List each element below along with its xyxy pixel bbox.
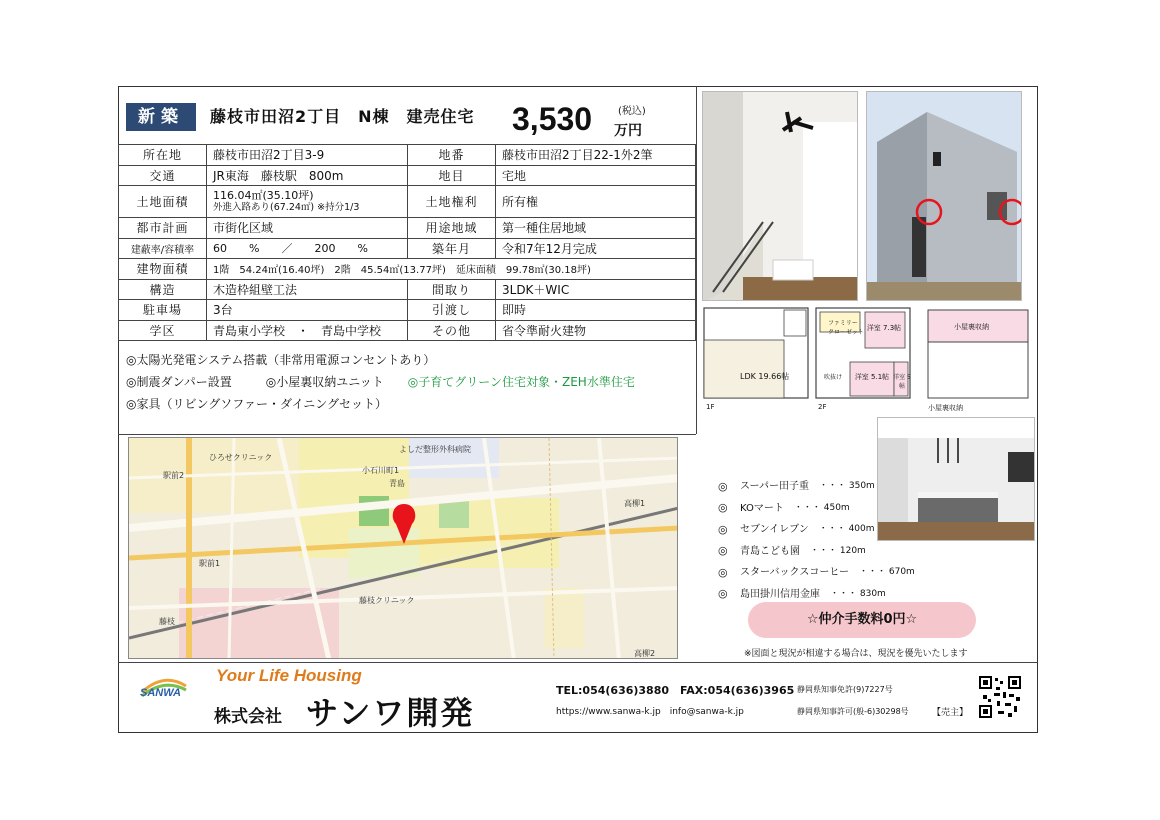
map-label-clinic: 藤枝クリニック [359, 596, 415, 605]
parking-value: 3台 [207, 300, 408, 321]
list-item [718, 476, 915, 498]
disclaimer-note: ※図面と現況が相違する場合は、現況を優先いたします [744, 649, 968, 659]
layout-value: 3LDK＋WIC [496, 279, 696, 300]
property-title: 藤枝市田沼2丁目 N棟 建売住宅 [210, 107, 475, 126]
tagline: Your Life Housing [216, 666, 362, 685]
feature-list [126, 349, 635, 415]
map-label-aoshima: 青島 [389, 479, 405, 488]
land-right-value: 所有権 [496, 186, 696, 218]
map-label-koishikawa: 小石川町1 [362, 466, 400, 475]
floor-area-value: 1階 54.24㎡(16.40坪) 2階 45.54㎡(13.77坪) 延床面積 99.78㎡(30.18坪) [207, 259, 696, 280]
bullet-icon: ◎ [718, 544, 728, 558]
contact-web[interactable]: https://www.sanwa-k.jp info@sanwa-k.jp [556, 707, 744, 717]
floor-area-label: 建物面積 [119, 259, 207, 280]
coverage-label: 建蔽率/容積率 [119, 238, 207, 259]
nearby-name: KOマート [740, 502, 784, 514]
list-item [718, 519, 915, 541]
handover-value: 即時 [496, 300, 696, 321]
main-divider [696, 86, 697, 434]
table-row [119, 259, 696, 280]
table-row [119, 186, 696, 218]
land-right-label: 土地権利 [408, 186, 496, 218]
coverage-value: 60 % ／ 200 % [207, 238, 408, 259]
bullet-icon: ◎ [718, 479, 728, 493]
map-graphic [129, 438, 678, 659]
feature-attic: ◎小屋裏収納ユニット [265, 375, 384, 389]
nearby-dist: ・・・ 450m [793, 502, 850, 513]
map-divider [118, 434, 696, 435]
license-builder: 静岡県知事許可(般-6)30298号 [797, 707, 909, 716]
handover-label: 引渡し [408, 300, 496, 321]
footer-divider [118, 662, 1038, 663]
map-label-takayanagi2: 高柳2 [634, 649, 656, 658]
other-value: 省令準耐火建物 [496, 320, 696, 341]
license-broker: 静岡県知事免許(9)7227号 [797, 685, 893, 694]
room2-label: 洋室 5.1帖 [854, 373, 890, 381]
new-badge: 新築 [126, 103, 196, 131]
fukinuke-label: 吹抜け [824, 374, 843, 381]
commission-free-banner: ☆仲介手数料0円☆ [748, 602, 976, 638]
land-category-value: 宅地 [496, 165, 696, 186]
built-label: 築年月 [408, 238, 496, 259]
nearby-list [718, 476, 915, 605]
interior-stairs-graphic [703, 92, 858, 301]
city-plan-value: 市街化区域 [207, 218, 408, 239]
room1-label: 洋室 7.3帖 [866, 324, 902, 332]
map-label-ekimae2: 駅前2 [163, 471, 185, 480]
family-closet-label: ファミリー クローゼット [828, 320, 864, 336]
traffic-value: JR東海 藤枝駅 800m [207, 165, 408, 186]
ldk-label: LDK 19.66帖 [740, 372, 790, 381]
structure-label: 構造 [119, 279, 207, 300]
layout-label: 間取り [408, 279, 496, 300]
exterior-graphic [867, 92, 1022, 301]
nearby-dist: ・・・ 350m [819, 481, 875, 491]
map-label-takayanagi1: 高柳1 [624, 499, 646, 508]
zoning-label: 用途地域 [408, 218, 496, 239]
list-item [718, 562, 915, 584]
location-label: 所在地 [119, 145, 207, 166]
zoning-value: 第一種住居地域 [496, 218, 696, 239]
list-item [718, 498, 915, 520]
bullet-icon: ◎ [718, 587, 728, 601]
map-label-yoshida: よしだ整形外科病院 [399, 445, 471, 454]
table-row [119, 279, 696, 300]
built-value: 令和7年12月完成 [496, 238, 696, 259]
structure-value: 木造枠組壁工法 [207, 279, 408, 300]
school-value: 青島東小学校 ・ 青島中学校 [207, 320, 408, 341]
school-label: 学区 [119, 320, 207, 341]
qr-code-icon[interactable] [978, 675, 1022, 719]
table-row [119, 238, 696, 259]
nearby-dist: ・・・ 830m [830, 588, 886, 599]
nearby-dist: ・・・ 400m [818, 524, 875, 534]
lot-value: 藤枝市田沼2丁目22-1外2筆 [496, 145, 696, 166]
parking-label: 駐車場 [119, 300, 207, 321]
attic-storage-label: 小屋裏収納 [954, 323, 989, 331]
feature-furniture: ◎家具（リビングソファー・ダイニングセット） [126, 397, 388, 411]
feature-green-house: ◎子育てグリーン住宅対象・ZEH水準住宅 [407, 375, 635, 389]
company-prefix: 株式会社 [214, 707, 282, 727]
table-row [119, 165, 696, 186]
other-label: その他 [408, 320, 496, 341]
land-area-label: 土地面積 [119, 186, 207, 218]
map-label-fujieda: 藤枝 [159, 617, 175, 626]
bullet-icon: ◎ [718, 501, 728, 515]
bullet-icon: ◎ [718, 522, 728, 536]
feature-solar: ◎太陽光発電システム搭載（非常用電源コンセントあり） [126, 353, 436, 367]
lot-label: 地番 [408, 145, 496, 166]
land-area-sub: 外進入路あり(67.24㎡) ※持分1/3 [213, 201, 360, 213]
company-name: サンワ開発 [306, 694, 475, 732]
interior-stairs-photo [702, 91, 858, 301]
table-row [119, 218, 696, 239]
nearby-name: 島田掛川信用金庫 [740, 588, 820, 600]
map-label-hirose: ひろせクリニック [209, 453, 273, 462]
city-plan-label: 都市計画 [119, 218, 207, 239]
exterior-photo [866, 91, 1022, 301]
price: 3,530 [512, 101, 593, 137]
floor-1f-label: 1F [706, 403, 715, 411]
table-row [119, 300, 696, 321]
list-item [718, 541, 915, 563]
sanwa-logo-text: SANWA [140, 687, 181, 699]
nearby-name: 青島こども園 [740, 545, 800, 557]
price-unit: 万円 [614, 123, 642, 139]
map-label-ekimae1: 駅前1 [199, 559, 221, 568]
table-row [119, 320, 696, 341]
land-area-value [207, 186, 408, 218]
spec-table [118, 144, 696, 341]
traffic-label: 交通 [119, 165, 207, 186]
contact-phone: TEL:054(636)3880 FAX:054(636)3965 [556, 684, 795, 697]
table-row [119, 145, 696, 166]
bullet-icon: ◎ [718, 565, 728, 579]
feature-damper: ◎制震ダンパー設置 [126, 375, 232, 389]
area-map [128, 437, 678, 659]
tax-note: (税込) [618, 106, 646, 117]
nearby-name: セブンイレブン [740, 524, 809, 535]
floor-attic-label: 小屋裏収納 [928, 404, 963, 412]
nearby-name: スターバックスコーヒー [740, 567, 849, 578]
land-category-label: 地目 [408, 165, 496, 186]
floor-2f-label: 2F [818, 403, 827, 411]
room3-label: 洋室 5帖 [893, 374, 911, 390]
land-area-main: 116.04㎡(35.10坪) [213, 188, 314, 202]
seller-tag: 【売主】 [932, 708, 969, 718]
nearby-dist: ・・・ 670m [859, 567, 915, 577]
nearby-dist: ・・・ 120m [810, 545, 866, 556]
nearby-name: スーパー田子重 [740, 481, 809, 492]
location-value: 藤枝市田沼2丁目3-9 [207, 145, 408, 166]
